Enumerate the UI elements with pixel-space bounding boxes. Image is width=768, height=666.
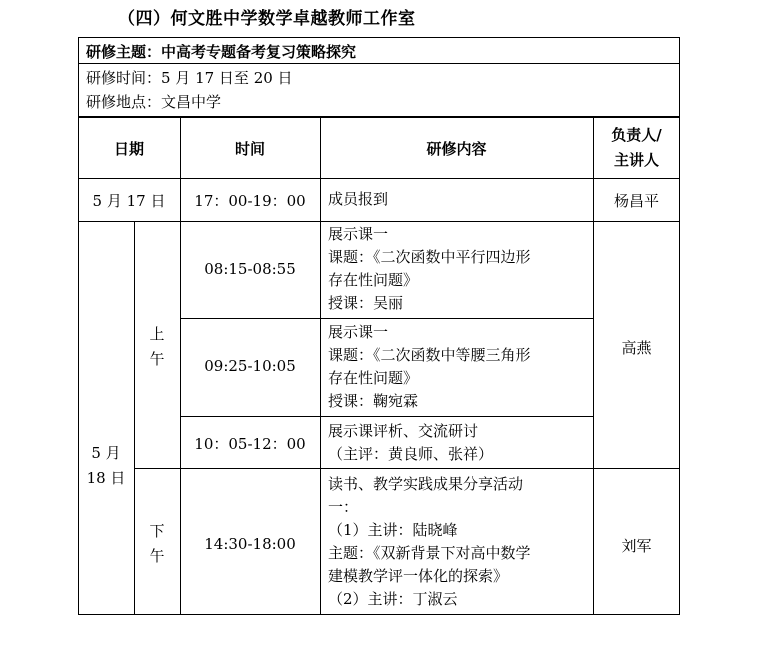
day1-owner: 杨昌平	[613, 192, 659, 210]
content-line: 课题：《二次函数中平行四边形	[328, 248, 531, 266]
header-owner-line2: 主讲人	[613, 151, 659, 169]
content-line: 建模教学评一体化的探索》	[328, 567, 509, 585]
content-line: 读书、教学实践成果分享活动	[328, 475, 524, 493]
content-line: 授课：吴丽	[328, 294, 404, 312]
session-time: 10：05-12：00	[194, 435, 306, 453]
morning-label-1: 上	[149, 325, 165, 343]
divider	[134, 468, 680, 469]
header-content: 研修内容	[426, 140, 487, 158]
divider	[180, 416, 593, 417]
header-date: 日期	[113, 140, 144, 158]
morning-owner: 高燕	[621, 339, 652, 357]
afternoon-label-1: 下	[149, 522, 165, 540]
session-time: 09:25-10:05	[204, 357, 296, 375]
day2-date-line1: 5 月	[91, 444, 121, 462]
content-line: 展示课评析、交流研讨	[328, 422, 479, 440]
content-line: 课题：《二次函数中等腰三角形	[328, 346, 531, 364]
divider	[78, 178, 680, 179]
content-line: 存在性问题》	[328, 271, 419, 289]
divider	[78, 63, 680, 64]
divider	[78, 116, 680, 118]
section-heading: （四）何文胜中学数学卓越教师工作室	[118, 9, 416, 29]
study-place: 研修地点：文昌中学	[86, 93, 222, 111]
day1-content: 成员报到	[328, 190, 389, 208]
afternoon-owner: 刘军	[621, 537, 652, 555]
content-line: 展示课一	[328, 323, 389, 341]
session-time: 08:15-08:55	[204, 260, 296, 278]
content-line: 存在性问题》	[328, 369, 419, 387]
topic-title: 研修主题：中高考专题备考复习策略探究	[86, 43, 357, 61]
session-content	[328, 223, 531, 315]
divider	[78, 221, 680, 222]
content-line: （2）主讲：丁淑云	[328, 590, 458, 608]
header-time: 时间	[234, 140, 265, 158]
afternoon-label-2: 午	[149, 547, 165, 565]
content-line: （1）主讲：陆晓峰	[328, 521, 458, 539]
content-line: 授课：鞠宛霖	[328, 392, 419, 410]
session-content	[328, 473, 531, 611]
session-content	[328, 321, 531, 413]
study-time: 研修时间：5 月 17 日至 20 日	[86, 69, 293, 87]
divider	[320, 116, 321, 615]
day1-date: 5 月 17 日	[92, 192, 166, 210]
content-line: 主题：《双新背景下对高中数学	[328, 544, 531, 562]
content-line: （主评：黄良师、张祥）	[328, 445, 494, 463]
session-content	[328, 420, 493, 466]
session-time: 14:30-18:00	[204, 535, 296, 553]
header-owner-line1: 负责人/	[611, 126, 662, 144]
content-line: 一：	[328, 498, 359, 516]
day1-time: 17：00-19：00	[194, 192, 306, 210]
divider	[180, 318, 593, 319]
day2-date-line2: 18 日	[86, 469, 126, 487]
content-line: 展示课一	[328, 225, 389, 243]
morning-label-2: 午	[149, 350, 165, 368]
